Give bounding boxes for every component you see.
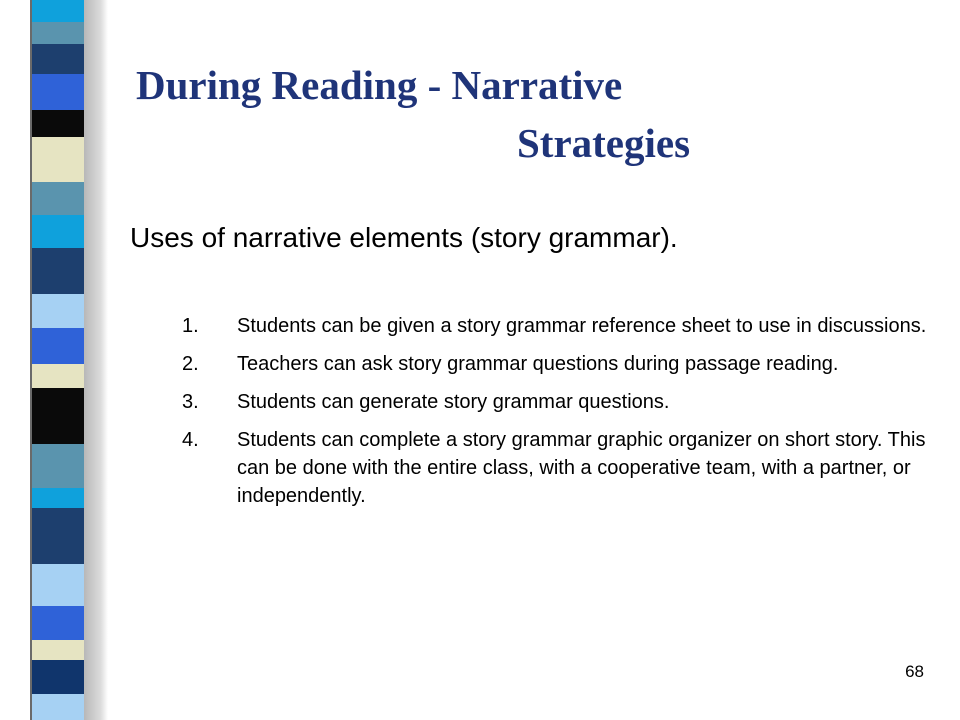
stripe-segment	[32, 388, 84, 444]
list-item	[182, 350, 942, 378]
stripe-segment	[32, 44, 84, 74]
stripe-segment	[32, 74, 84, 110]
title-line-2: Strategies	[517, 120, 691, 166]
stripe-segment	[32, 110, 84, 137]
item-text: Teachers can ask story grammar questions during passage reading.	[237, 353, 839, 375]
stripe-segment	[32, 0, 84, 22]
slide-title	[136, 56, 690, 172]
item-number: 4.	[182, 429, 199, 451]
stripe-segment	[32, 564, 84, 606]
lead-statement: Uses of narrative elements (story grammar).	[130, 222, 678, 253]
stripe-segment	[32, 508, 84, 564]
list-item	[182, 426, 942, 510]
stripe-segment	[32, 444, 84, 488]
list-item	[182, 312, 942, 340]
item-number: 3.	[182, 391, 199, 413]
stripe-segment	[32, 660, 84, 694]
stripe-segment	[32, 364, 84, 388]
stripe-segment	[32, 488, 84, 508]
stripe-segment	[32, 137, 84, 182]
item-text: Students can generate story grammar questions.	[237, 391, 670, 413]
stripe-segment	[32, 640, 84, 660]
stripe-segment	[32, 248, 84, 294]
stripe-segment	[32, 606, 84, 640]
stripe-segment	[32, 294, 84, 328]
stripe-segment	[32, 215, 84, 248]
decorative-stripe-bar	[32, 0, 84, 720]
stripe-segment	[32, 22, 84, 44]
title-line-1: During Reading - Narrative	[136, 62, 623, 108]
stripe-segment	[32, 694, 84, 720]
stripe-segment	[32, 182, 84, 215]
item-number: 1.	[182, 315, 199, 337]
stripe-segment	[32, 328, 84, 364]
item-text: Students can be given a story grammar reference sheet to use in discussions.	[237, 315, 927, 337]
gray-shadow-stripe	[84, 0, 108, 720]
page-number: 68	[905, 662, 924, 681]
item-number: 2.	[182, 353, 199, 375]
strategy-list	[182, 312, 942, 520]
list-item	[182, 388, 942, 416]
item-text: Students can complete a story grammar graphic organizer on short story. This can be done with the entire class, with a cooperative team, with a partner, or independently.	[237, 429, 926, 507]
